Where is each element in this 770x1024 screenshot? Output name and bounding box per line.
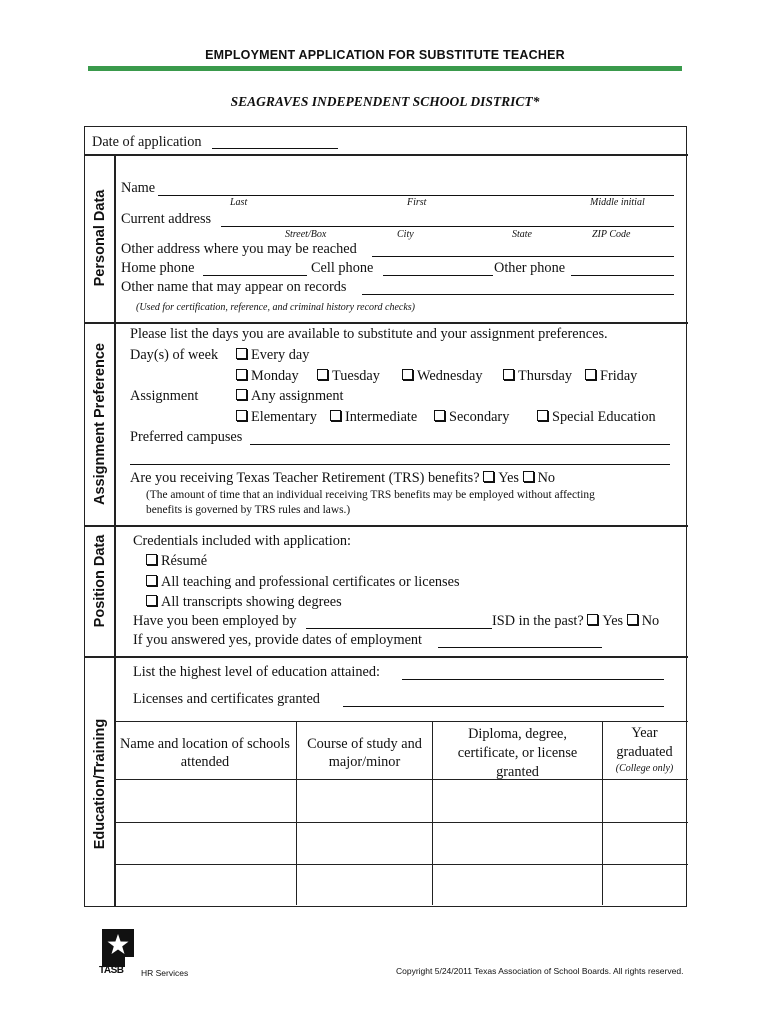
trs-yes-option[interactable]: Yes bbox=[483, 470, 519, 486]
assignment-label: Assignment bbox=[130, 388, 199, 404]
friday-checkbox[interactable] bbox=[585, 369, 596, 380]
thursday-checkbox[interactable] bbox=[503, 369, 514, 380]
edu-cell-r1-course[interactable] bbox=[298, 781, 431, 821]
section-label-assignment: Assignment Preference bbox=[92, 343, 108, 505]
certificates-checkbox[interactable] bbox=[146, 575, 157, 586]
days-label: Day(s) of week bbox=[130, 347, 219, 363]
address-sub-state: State bbox=[512, 229, 532, 240]
other-phone-field[interactable] bbox=[571, 261, 674, 276]
cell-phone-field[interactable] bbox=[383, 261, 493, 276]
isd-yes-checkbox[interactable] bbox=[587, 614, 598, 625]
elementary-checkbox[interactable] bbox=[236, 410, 247, 421]
college-only-note: (College only) bbox=[615, 763, 674, 774]
cell-phone-label: Cell phone bbox=[311, 260, 374, 276]
wednesday-checkbox[interactable] bbox=[402, 369, 413, 380]
trs-no-checkbox[interactable] bbox=[523, 471, 534, 482]
edu-header-course: Course of study and major/minor bbox=[307, 736, 422, 770]
credentials-label: Credentials included with application: bbox=[133, 533, 351, 549]
divider-personal bbox=[84, 322, 688, 324]
other-phone-label: Other phone bbox=[494, 260, 566, 276]
every-day-checkbox[interactable] bbox=[236, 348, 247, 359]
employed-by-field[interactable] bbox=[306, 614, 492, 629]
licenses-field[interactable] bbox=[343, 692, 664, 707]
tuesday-checkbox[interactable] bbox=[317, 369, 328, 380]
credential-option-certificates[interactable]: All teaching and professional certificates or licenses bbox=[146, 574, 460, 591]
copyright-notice: Copyright 5/24/2011 Texas Association of School Boards. All rights reserved. bbox=[396, 966, 684, 976]
edu-cell-r1-schools[interactable] bbox=[116, 781, 295, 821]
address-field[interactable] bbox=[221, 212, 674, 227]
campuses-field[interactable] bbox=[250, 430, 670, 445]
highest-education-field[interactable] bbox=[402, 665, 664, 680]
section-label-education: Education/Training bbox=[92, 718, 108, 850]
edu-cell-r3-course[interactable] bbox=[298, 866, 431, 904]
date-of-application-field[interactable] bbox=[212, 134, 338, 149]
edu-cell-r3-schools[interactable] bbox=[116, 866, 295, 904]
isd-no-checkbox[interactable] bbox=[627, 614, 638, 625]
every-day-option[interactable]: Every day bbox=[236, 347, 309, 364]
trs-no-option[interactable]: No bbox=[523, 470, 555, 486]
edu-cell-r1-year[interactable] bbox=[604, 781, 684, 821]
other-name-label: Other name that may appear on records bbox=[121, 279, 347, 295]
resume-checkbox[interactable] bbox=[146, 554, 157, 565]
name-sub-first: First bbox=[407, 197, 427, 208]
form-title: EMPLOYMENT APPLICATION FOR SUBSTITUTE TEACHER bbox=[205, 48, 565, 62]
level-option-intermediate[interactable]: Intermediate bbox=[330, 409, 417, 426]
monday-checkbox[interactable] bbox=[236, 369, 247, 380]
dates-field[interactable] bbox=[438, 633, 602, 648]
special-education-checkbox[interactable] bbox=[537, 410, 548, 421]
name-sub-middle: Middle initial bbox=[590, 197, 645, 208]
name-field[interactable] bbox=[158, 181, 674, 196]
dates-label: If you answered yes, provide dates of employment bbox=[133, 632, 423, 648]
other-address-field[interactable] bbox=[372, 242, 674, 257]
campuses-field-line-2[interactable] bbox=[130, 450, 670, 465]
edu-cell-r2-year[interactable] bbox=[604, 824, 684, 863]
edu-cell-r2-course[interactable] bbox=[298, 824, 431, 863]
trs-note-line-1: (The amount of time that an individual receiving TRS benefits may be employed without affecting bbox=[146, 489, 595, 501]
personal-note: (Used for certification, reference, and criminal history record checks) bbox=[136, 302, 415, 313]
trs-yes-checkbox[interactable] bbox=[483, 471, 494, 482]
edu-cell-r3-diploma[interactable] bbox=[434, 866, 601, 904]
address-sub-street: Street/Box bbox=[285, 229, 327, 240]
isd-yes-option[interactable]: Yes bbox=[587, 613, 623, 629]
address-sub-city: City bbox=[397, 229, 414, 240]
day-option-thursday[interactable]: Thursday bbox=[503, 368, 572, 385]
home-phone-field[interactable] bbox=[203, 261, 307, 276]
tasb-logo-text: TASB bbox=[99, 965, 124, 976]
assignment-intro: Please list the days you are available to substitute and your assignment preferences. bbox=[130, 326, 608, 342]
other-address-label: Other address where you may be reached bbox=[121, 241, 357, 257]
any-assignment-checkbox[interactable] bbox=[236, 389, 247, 400]
transcripts-checkbox[interactable] bbox=[146, 595, 157, 606]
other-name-field[interactable] bbox=[362, 280, 674, 295]
address-sub-zip: ZIP Code bbox=[592, 229, 631, 240]
credential-option-transcripts[interactable]: All transcripts showing degrees bbox=[146, 594, 342, 611]
level-option-secondary[interactable]: Secondary bbox=[434, 409, 509, 426]
day-option-friday[interactable]: Friday bbox=[585, 368, 637, 385]
edu-header-schools: Name and location of schools attended bbox=[120, 736, 290, 770]
credential-option-resume[interactable]: Résumé bbox=[146, 553, 207, 570]
section-label-personal: Personal Data bbox=[92, 189, 108, 287]
home-phone-label: Home phone bbox=[121, 260, 195, 276]
trs-question: Are you receiving Texas Teacher Retirement (TRS) benefits? Yes No bbox=[130, 470, 556, 486]
any-assignment-option[interactable]: Any assignment bbox=[236, 388, 344, 405]
edu-header-year: Year graduated (College only) bbox=[603, 724, 686, 776]
divider-position bbox=[84, 656, 688, 658]
licenses-label: Licenses and certificates granted bbox=[133, 691, 320, 707]
title-divider bbox=[88, 66, 682, 71]
edu-cell-r2-diploma[interactable] bbox=[434, 824, 601, 863]
section-label-position: Position Data bbox=[92, 534, 108, 628]
edu-cell-r1-diploma[interactable] bbox=[434, 781, 601, 821]
hr-services-label: HR Services bbox=[141, 968, 189, 978]
divider-assignment bbox=[84, 525, 688, 527]
level-option-elementary[interactable]: Elementary bbox=[236, 409, 317, 426]
day-option-monday[interactable]: Monday bbox=[236, 368, 299, 385]
isd-question: ISD in the past? Yes No bbox=[492, 613, 660, 629]
intermediate-checkbox[interactable] bbox=[330, 410, 341, 421]
tasb-logo bbox=[99, 927, 137, 977]
campuses-label: Preferred campuses bbox=[130, 429, 243, 445]
divider-date bbox=[84, 154, 688, 156]
name-sub-last: Last bbox=[230, 197, 248, 208]
date-of-application-label: Date of application bbox=[92, 134, 202, 150]
day-option-tuesday[interactable]: Tuesday bbox=[317, 368, 380, 385]
isd-no-option[interactable]: No bbox=[627, 613, 659, 629]
edu-header-diploma: Diploma, degree, certificate, or license granted bbox=[457, 726, 578, 780]
level-option-special-education[interactable]: Special Education bbox=[537, 409, 656, 426]
secondary-checkbox[interactable] bbox=[434, 410, 445, 421]
district-name: SEAGRAVES INDEPENDENT SCHOOL DISTRICT* bbox=[230, 94, 540, 109]
edu-cell-r3-year[interactable] bbox=[604, 866, 684, 904]
name-label: Name bbox=[121, 180, 156, 196]
trs-note-line-2: benefits is governed by TRS rules and laws.) bbox=[146, 504, 351, 516]
highest-education-label: List the highest level of education attained: bbox=[133, 664, 380, 680]
address-label: Current address bbox=[121, 211, 212, 227]
employed-label: Have you been employed by bbox=[133, 613, 297, 629]
edu-cell-r2-schools[interactable] bbox=[116, 824, 295, 863]
day-option-wednesday[interactable]: Wednesday bbox=[402, 368, 483, 385]
